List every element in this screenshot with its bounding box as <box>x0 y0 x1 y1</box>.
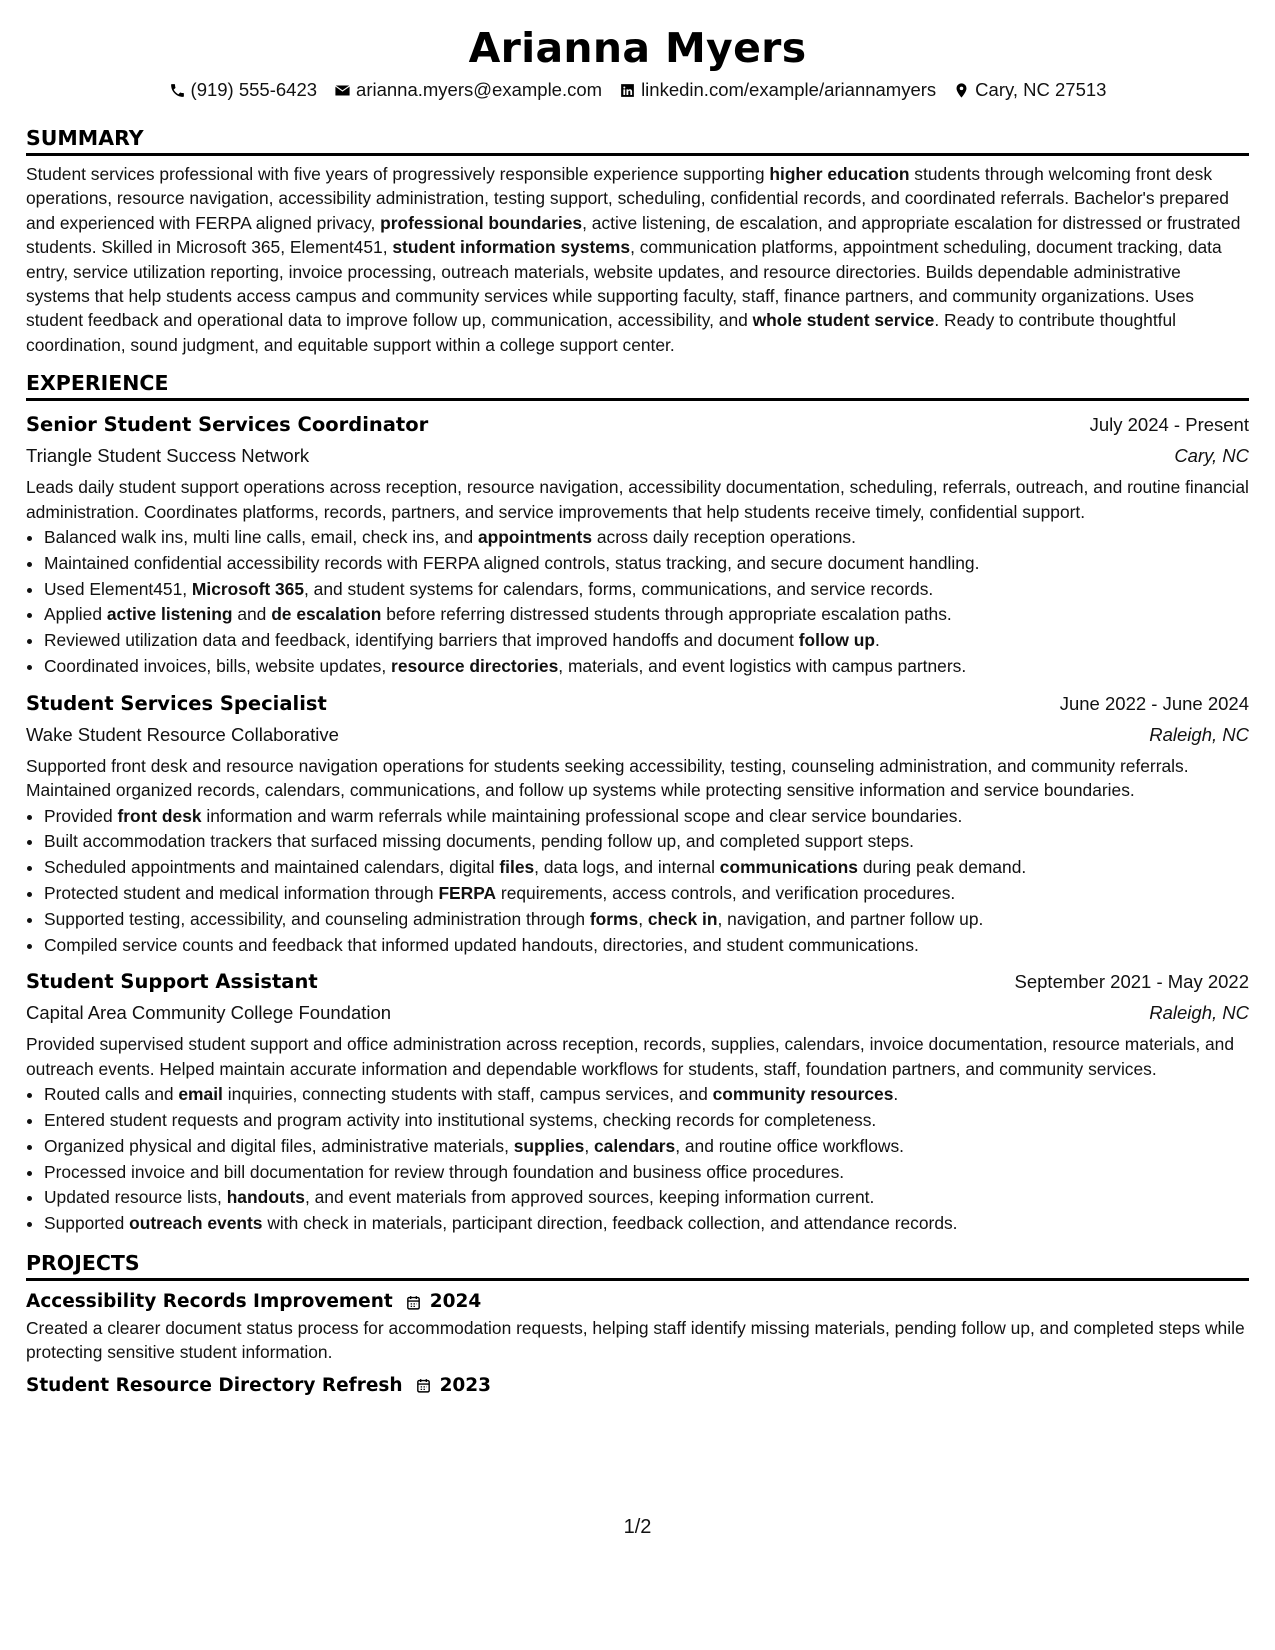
job-bullets <box>26 1082 1249 1237</box>
phone-text: (919) 555-6423 <box>190 79 318 100</box>
project-year: 2024 <box>429 1291 482 1313</box>
job-bullet: • Balanced walk ins, multi line calls, email, check ins, and appointments across daily reception operations. <box>44 525 1249 551</box>
calendar-icon <box>415 1377 432 1394</box>
job-location: Raleigh, NC <box>1149 1002 1249 1024</box>
job-bullets <box>26 525 1249 680</box>
linkedin-icon <box>619 82 636 99</box>
map-pin-icon <box>953 82 970 99</box>
contact-email[interactable] <box>334 77 602 103</box>
calendar-icon <box>405 1294 422 1311</box>
job-subheader <box>26 441 1249 470</box>
job-bullet: • Supported outreach events with check in materials, participant direction, feedback collection, and attendance records. <box>44 1211 1249 1237</box>
job-bullet: • Compiled service counts and feedback that informed updated handouts, directories, and student communications. <box>44 933 1249 959</box>
candidate-name: Arianna Myers <box>468 24 807 72</box>
job-location: Cary, NC <box>1174 445 1249 467</box>
job-entry <box>26 409 1249 680</box>
job-company: Wake Student Resource Collaborative <box>26 723 339 745</box>
job-description: Leads daily student support operations across reception, resource navigation, accessibility documentation, scheduling, referrals, outreach, and routine financial administration. Coordinates platforms, records, partners, and service improvements that help students receive timely, confidential support. <box>26 477 1249 522</box>
project-year: 2023 <box>439 1374 492 1396</box>
job-bullet: • Used Element451, Microsoft 365, and student systems for calendars, forms, communications, and service records. <box>44 577 1249 603</box>
job-location: Raleigh, NC <box>1149 723 1249 745</box>
job-bullet: • Applied active listening and de escalation before referring distressed students through appropriate escalation paths. <box>44 602 1249 628</box>
job-bullet: • Provided front desk information and warm referrals while maintaining professional scope and clear service boundaries. <box>44 804 1249 830</box>
job-header <box>26 409 1249 441</box>
job-subheader <box>26 998 1249 1027</box>
project-date <box>415 1372 492 1400</box>
job-bullet: • Routed calls and email inquiries, connecting students with staff, campus services, and community resources. <box>44 1082 1249 1108</box>
job-company: Capital Area Community College Foundation <box>26 1002 392 1024</box>
contact-location <box>953 77 1106 103</box>
job-bullet: • Supported testing, accessibility, and counseling administration through forms, check in, navigation, and partner follow up. <box>44 907 1249 933</box>
experience-list <box>26 409 1249 1237</box>
job-bullet: • Protected student and medical information through FERPA requirements, access controls, and verification procedures. <box>44 881 1249 907</box>
job-header <box>26 966 1249 998</box>
job-dates: September 2021 - May 2022 <box>1014 971 1249 993</box>
job-title: Senior Student Services Coordinator <box>26 413 429 437</box>
job-company: Triangle Student Success Network <box>26 445 310 467</box>
resume-page <box>26 18 1249 1400</box>
experience-heading: EXPERIENCE <box>26 370 1249 401</box>
project-date <box>405 1288 482 1316</box>
job-bullets <box>26 804 1249 959</box>
job-dates: July 2024 - Present <box>1089 414 1249 436</box>
envelope-icon <box>334 82 351 99</box>
project-title: Accessibility Records Improvement <box>26 1291 393 1313</box>
location-text: Cary, NC 27513 <box>975 79 1107 100</box>
email-text: arianna.myers@example.com <box>356 79 603 100</box>
job-bullet: • Entered student requests and program activity into institutional systems, checking records for completeness. <box>44 1108 1249 1134</box>
contact-bar <box>26 77 1249 103</box>
summary-text: Student services professional with five years of progressively responsible experience supporting higher education students through welcoming front desk operations, resource navigation, accessibility administration, testing support, scheduling, confidential records, and coordinated referrals. Bachelor's prepared and experienced with FERPA aligned privacy, professional boundaries, active listening, de escalation, and appropriate escalation for distressed or frustrated students. Skilled in Microsoft 365, Element451, student information systems, communication platforms, appointment scheduling, document tracking, data entry, service utilization reporting, invoice processing, outreach materials, website updates, and resource directories. Builds dependable administrative systems that help students access campus and community services while supporting faculty, staff, finance partners, and community organizations. Uses student feedback and operational data to improve follow up, communication, accessibility, and whole student service. Ready to contribute thoughtful coordination, sound judgment, and equitable support within a college support center. <box>26 164 1241 355</box>
contact-phone <box>169 77 318 103</box>
job-description: Supported front desk and resource navigation operations for students seeking accessibility, testing, counseling administration, and community referrals. Maintained organized records, calendars, communications, and follow up systems while protecting sensitive information and service boundaries. <box>26 755 1189 801</box>
job-bullet: • Coordinated invoices, bills, website updates, resource directories, materials, and event logistics with campus partners. <box>44 654 1249 680</box>
job-dates: June 2022 - June 2024 <box>1059 692 1249 714</box>
projects-heading: PROJECTS <box>26 1250 1249 1281</box>
project-header <box>26 1288 1249 1316</box>
project-description: Created a clearer document status process for accommodation requests, helping staff identify missing materials, pending follow up, and completed steps while protecting sensitive student information. <box>26 1318 1245 1363</box>
job-bullet: • Scheduled appointments and maintained calendars, digital files, data logs, and internal communications during peak demand. <box>44 855 1249 881</box>
project-header <box>26 1372 1249 1400</box>
linkedin-text: linkedin.com/example/ariannamyers <box>641 79 937 100</box>
job-entry <box>26 966 1249 1237</box>
page-number: 1/2 <box>623 1516 652 1538</box>
job-entry <box>26 688 1249 959</box>
job-header <box>26 688 1249 720</box>
project-entry <box>26 1288 1249 1365</box>
job-bullet: • Maintained confidential accessibility records with FERPA aligned controls, status tracking, and secure document handling. <box>44 551 1249 577</box>
job-bullet: • Reviewed utilization data and feedback, identifying barriers that improved handoffs and document follow up. <box>44 628 1249 654</box>
phone-icon <box>169 82 186 99</box>
projects-list <box>26 1288 1249 1400</box>
summary-heading: SUMMARY <box>26 125 1249 156</box>
job-bullet: • Updated resource lists, handouts, and event materials from approved sources, keeping information current. <box>44 1185 1249 1211</box>
job-title: Student Support Assistant <box>26 970 318 994</box>
job-bullet: • Organized physical and digital files, administrative materials, supplies, calendars, and routine office workflows. <box>44 1134 1249 1160</box>
job-subheader <box>26 720 1249 749</box>
project-entry <box>26 1372 1249 1400</box>
job-bullet: • Processed invoice and bill documentation for review through foundation and business office procedures. <box>44 1160 1249 1186</box>
job-bullet: • Built accommodation trackers that surfaced missing documents, pending follow up, and completed support steps. <box>44 829 1249 855</box>
job-description: Provided supervised student support and office administration across reception, records, supplies, calendars, invoice documentation, resource materials, and outreach events. Helped maintain accurate information and dependable workflows for students, staff, foundation partners, and community services. <box>26 1034 1235 1079</box>
contact-linkedin[interactable] <box>619 77 936 103</box>
job-title: Student Services Specialist <box>26 691 327 715</box>
project-title: Student Resource Directory Refresh <box>26 1374 403 1396</box>
